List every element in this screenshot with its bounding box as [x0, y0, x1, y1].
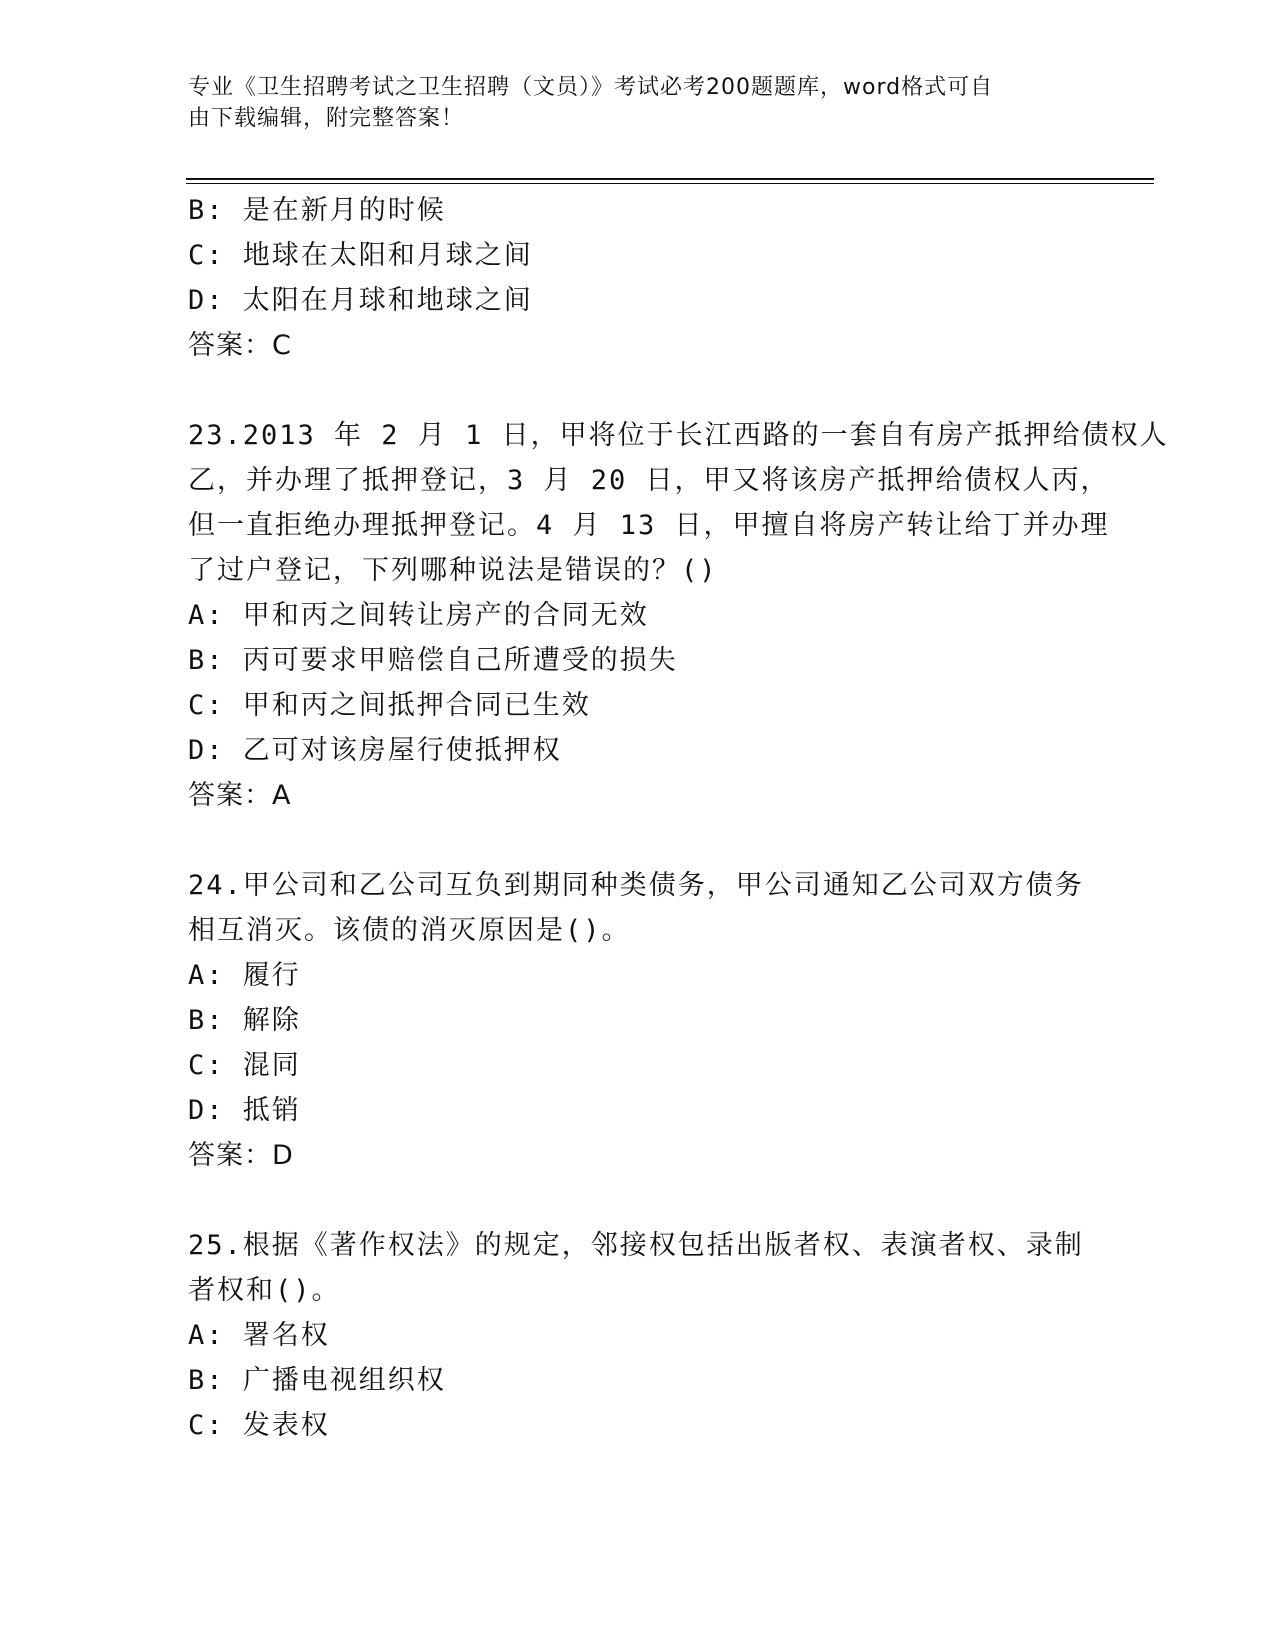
q24-option-b: B: 解除	[188, 1005, 301, 1036]
q25-option-a: A: 署名权	[188, 1320, 330, 1351]
q25-option-b: B: 广播电视组织权	[188, 1365, 446, 1396]
page-header	[188, 72, 1068, 134]
q25-stem-line-2: 者权和()。	[188, 1275, 341, 1306]
header-divider-thin	[186, 183, 1154, 184]
q23-stem-line-1: 23.2013 年 2 月 1 日，甲将位于长江西路的一套自有房产抵押给债权人	[188, 420, 1169, 451]
q23-answer: 答案：A	[188, 780, 292, 811]
q24-answer: 答案：D	[188, 1140, 294, 1171]
q23-option-b: B: 丙可要求甲赔偿自己所遭受的损失	[188, 645, 678, 676]
header-line-1: 专业《卫生招聘考试之卫生招聘（文员）》考试必考200题题库，word格式可自	[188, 75, 994, 100]
q24-stem-line-1: 24.甲公司和乙公司互负到期同种类债务，甲公司通知乙公司双方债务	[188, 870, 1084, 901]
q23-option-a: A: 甲和丙之间转让房产的合同无效	[188, 600, 649, 631]
q23-stem-line-3: 但一直拒绝办理抵押登记。4 月 13 日，甲擅自将房产转让给丁并办理	[188, 510, 1110, 541]
q23-stem-line-2: 乙，并办理了抵押登记，3 月 20 日，甲又将该房产抵押给债权人丙，	[188, 465, 1110, 496]
q22-option-d: D: 太阳在月球和地球之间	[188, 285, 533, 316]
q23-stem-line-4: 了过户登记，下列哪种说法是错误的？()	[188, 555, 718, 586]
q24-stem-line-2: 相互消灭。该债的消灭原因是()。	[188, 915, 631, 946]
header-divider-thick	[186, 178, 1154, 180]
q24-option-c: C: 混同	[188, 1050, 301, 1081]
header-line-2: 由下载编辑，附完整答案！	[188, 106, 465, 131]
q23-option-c: C: 甲和丙之间抵押合同已生效	[188, 690, 591, 721]
q25-stem-line-1: 25.根据《著作权法》的规定，邻接权包括出版者权、表演者权、录制	[188, 1230, 1084, 1261]
q22-option-b: B: 是在新月的时候	[188, 195, 446, 226]
q22-answer: 答案：C	[188, 330, 292, 361]
q25-option-c: C: 发表权	[188, 1410, 330, 1441]
q22-option-c: C: 地球在太阳和月球之间	[188, 240, 533, 271]
q23-option-d: D: 乙可对该房屋行使抵押权	[188, 735, 562, 766]
q24-option-d: D: 抵销	[188, 1095, 301, 1126]
q24-option-a: A: 履行	[188, 960, 301, 991]
